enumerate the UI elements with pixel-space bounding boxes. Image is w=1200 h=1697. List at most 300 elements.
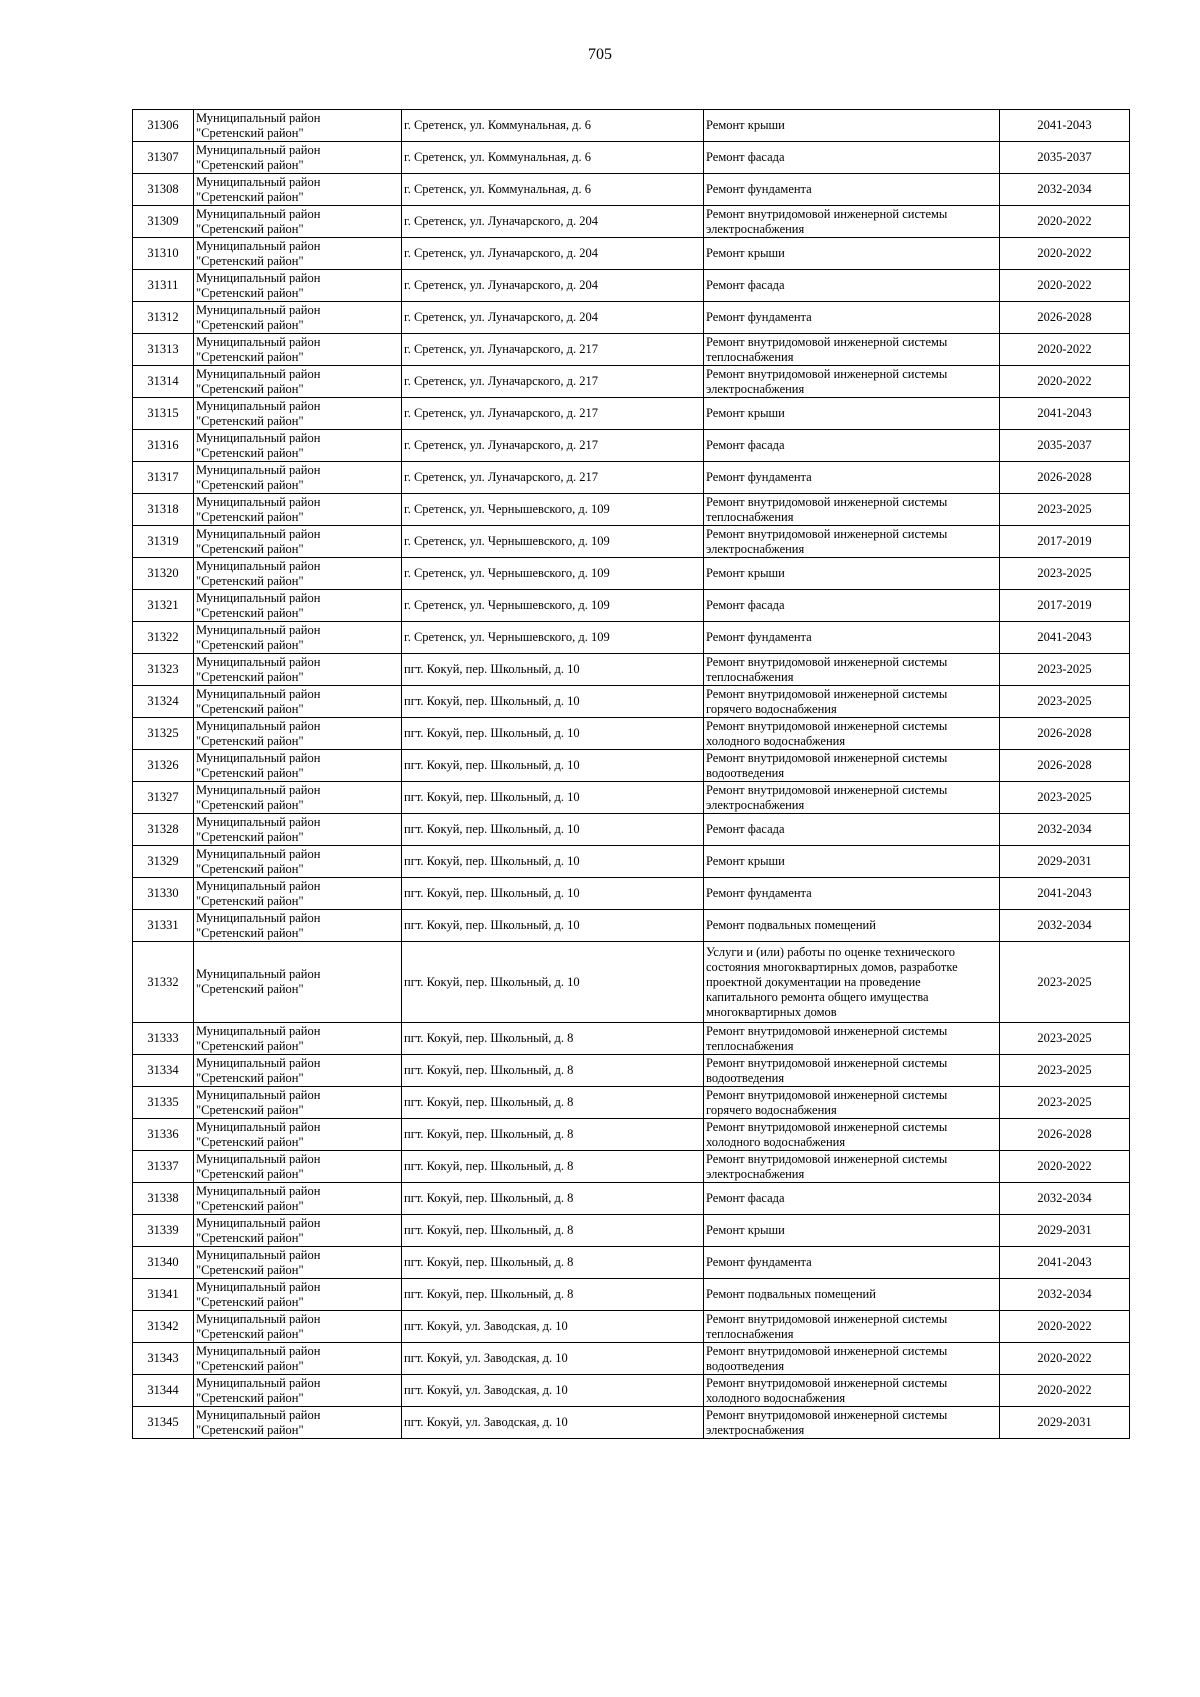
address-cell-text: пгт. Кокуй, пер. Школьный, д. 10 — [404, 726, 580, 740]
period-cell-text: 2020-2022 — [1037, 1383, 1092, 1397]
period-cell — [1000, 1247, 1130, 1279]
row-number-cell-text: 31307 — [147, 150, 179, 164]
work-type-cell — [704, 334, 1000, 366]
work-type-cell — [704, 590, 1000, 622]
table-row — [133, 846, 1130, 878]
table-row — [133, 782, 1130, 814]
address-cell — [402, 334, 704, 366]
work-type-cell-text: Ремонт фасада — [706, 1191, 785, 1205]
municipality-cell — [194, 270, 402, 302]
period-cell-text: 2032-2034 — [1037, 918, 1092, 932]
municipality-cell-text: Муниципальный район "Сретенский район" — [196, 590, 321, 620]
table-row — [133, 142, 1130, 174]
row-number-cell — [133, 878, 194, 910]
row-number-cell-text: 31317 — [147, 470, 179, 484]
municipality-cell — [194, 718, 402, 750]
address-cell-text: пгт. Кокуй, пер. Школьный, д. 8 — [404, 1287, 574, 1301]
row-number-cell-text: 31319 — [147, 534, 179, 548]
period-cell-text: 2023-2025 — [1037, 1063, 1092, 1077]
address-cell — [402, 526, 704, 558]
row-number-cell-text: 31314 — [147, 374, 179, 388]
address-cell — [402, 366, 704, 398]
address-cell-text: пгт. Кокуй, пер. Школьный, д. 10 — [404, 822, 580, 836]
municipality-cell-text: Муниципальный район "Сретенский район" — [196, 206, 321, 236]
row-number-cell — [133, 558, 194, 590]
address-cell — [402, 1087, 704, 1119]
period-cell — [1000, 558, 1130, 590]
address-cell — [402, 590, 704, 622]
period-cell — [1000, 814, 1130, 846]
table-row — [133, 1215, 1130, 1247]
address-cell-text: г. Сретенск, ул. Луначарского, д. 217 — [404, 342, 599, 356]
period-cell-text: 2035-2037 — [1037, 438, 1092, 452]
address-cell — [402, 686, 704, 718]
row-number-cell — [133, 1023, 194, 1055]
address-cell-text: пгт. Кокуй, пер. Школьный, д. 8 — [404, 1031, 574, 1045]
address-cell — [402, 174, 704, 206]
period-cell — [1000, 782, 1130, 814]
period-cell — [1000, 1407, 1130, 1439]
table-row — [133, 462, 1130, 494]
work-type-cell — [704, 206, 1000, 238]
period-cell-text: 2041-2043 — [1037, 886, 1092, 900]
row-number-cell — [133, 814, 194, 846]
address-cell — [402, 622, 704, 654]
address-cell — [402, 1343, 704, 1375]
row-number-cell-text: 31311 — [147, 278, 179, 292]
address-cell — [402, 558, 704, 590]
municipality-cell — [194, 942, 402, 1023]
address-cell-text: г. Сретенск, ул. Чернышевского, д. 109 — [404, 502, 610, 516]
address-cell-text: г. Сретенск, ул. Луначарского, д. 217 — [404, 438, 599, 452]
row-number-cell — [133, 174, 194, 206]
row-number-cell-text: 31343 — [147, 1351, 179, 1365]
row-number-cell-text: 31332 — [147, 974, 179, 989]
work-type-cell — [704, 462, 1000, 494]
municipality-cell-text: Муниципальный район "Сретенский район" — [196, 1151, 321, 1181]
municipality-cell — [194, 110, 402, 142]
period-cell-text: 2023-2025 — [1037, 694, 1092, 708]
municipality-cell-text: Муниципальный район "Сретенский район" — [196, 686, 321, 716]
period-cell — [1000, 1279, 1130, 1311]
work-type-cell — [704, 1247, 1000, 1279]
address-cell-text: г. Сретенск, ул. Чернышевского, д. 109 — [404, 566, 610, 580]
municipality-cell-text: Муниципальный район "Сретенский район" — [196, 718, 321, 748]
work-type-cell-text: Ремонт внутридомовой инженерной системы холодного водоснабжения — [706, 1119, 948, 1149]
work-type-cell — [704, 1183, 1000, 1215]
row-number-cell — [133, 590, 194, 622]
period-cell — [1000, 494, 1130, 526]
address-cell-text: пгт. Кокуй, ул. Заводская, д. 10 — [404, 1351, 568, 1365]
period-cell — [1000, 590, 1130, 622]
municipality-cell-text: Муниципальный район "Сретенский район" — [196, 1279, 321, 1309]
address-cell-text: г. Сретенск, ул. Чернышевского, д. 109 — [404, 598, 610, 612]
address-cell-text: г. Сретенск, ул. Луначарского, д. 204 — [404, 310, 599, 324]
address-cell — [402, 206, 704, 238]
work-type-cell-text: Ремонт фундамента — [706, 1255, 812, 1269]
row-number-cell-text: 31340 — [147, 1255, 179, 1269]
municipality-cell — [194, 590, 402, 622]
work-type-cell-text: Ремонт внутридомовой инженерной системы водоотведения — [706, 1343, 948, 1373]
address-cell-text: г. Сретенск, ул. Луначарского, д. 217 — [404, 406, 599, 420]
address-cell — [402, 110, 704, 142]
address-cell-text: г. Сретенск, ул. Чернышевского, д. 109 — [404, 534, 610, 548]
municipality-cell-text: Муниципальный район "Сретенский район" — [196, 238, 321, 268]
row-number-cell-text: 31325 — [147, 726, 179, 740]
row-number-cell-text: 31345 — [147, 1415, 179, 1429]
row-number-cell — [133, 238, 194, 270]
work-type-cell — [704, 270, 1000, 302]
municipality-cell-text: Муниципальный район "Сретенский район" — [196, 1311, 321, 1341]
municipality-cell — [194, 1247, 402, 1279]
period-cell — [1000, 398, 1130, 430]
work-type-cell-text: Ремонт фасада — [706, 278, 785, 292]
row-number-cell-text: 31336 — [147, 1127, 179, 1141]
work-type-cell-text: Ремонт фасада — [706, 822, 785, 836]
row-number-cell — [133, 1087, 194, 1119]
period-cell — [1000, 622, 1130, 654]
work-type-cell-text: Ремонт крыши — [706, 406, 785, 420]
table-body — [133, 110, 1130, 1439]
municipality-cell — [194, 526, 402, 558]
period-cell-text: 2041-2043 — [1037, 630, 1092, 644]
address-cell-text: пгт. Кокуй, пер. Школьный, д. 8 — [404, 1191, 574, 1205]
period-cell — [1000, 1151, 1130, 1183]
period-cell-text: 2023-2025 — [1037, 566, 1092, 580]
work-type-cell-text: Ремонт внутридомовой инженерной системы электроснабжения — [706, 1151, 948, 1181]
work-type-cell-text: Ремонт крыши — [706, 566, 785, 580]
address-cell-text: пгт. Кокуй, пер. Школьный, д. 8 — [404, 1127, 574, 1141]
address-cell-text: г. Сретенск, ул. Луначарского, д. 204 — [404, 246, 599, 260]
period-cell — [1000, 910, 1130, 942]
work-type-cell-text: Ремонт внутридомовой инженерной системы электроснабжения — [706, 366, 948, 396]
period-cell-text: 2020-2022 — [1037, 374, 1092, 388]
municipality-cell-text: Муниципальный район "Сретенский район" — [196, 334, 321, 364]
work-type-cell-text: Ремонт фасада — [706, 438, 785, 452]
address-cell — [402, 1119, 704, 1151]
table-row — [133, 654, 1130, 686]
table-row — [133, 750, 1130, 782]
address-cell-text: пгт. Кокуй, пер. Школьный, д. 10 — [404, 918, 580, 932]
period-cell — [1000, 270, 1130, 302]
period-cell — [1000, 1375, 1130, 1407]
municipality-cell-text: Муниципальный район "Сретенский район" — [196, 302, 321, 332]
work-type-cell-text: Ремонт фасада — [706, 150, 785, 164]
row-number-cell — [133, 110, 194, 142]
work-type-cell — [704, 558, 1000, 590]
work-type-cell-text: Ремонт внутридомовой инженерной системы электроснабжения — [706, 782, 948, 812]
address-cell-text: пгт. Кокуй, пер. Школьный, д. 10 — [404, 974, 580, 989]
municipality-cell-text: Муниципальный район "Сретенский район" — [196, 1375, 321, 1405]
page-number: 705 — [588, 46, 612, 63]
period-cell — [1000, 334, 1130, 366]
address-cell — [402, 1151, 704, 1183]
address-cell — [402, 1247, 704, 1279]
table-row — [133, 1151, 1130, 1183]
period-cell — [1000, 526, 1130, 558]
municipality-cell-text: Муниципальный район "Сретенский район" — [196, 750, 321, 780]
table-row — [133, 1023, 1130, 1055]
row-number-cell-text: 31328 — [147, 822, 179, 836]
row-number-cell-text: 31310 — [147, 246, 179, 260]
row-number-cell-text: 31338 — [147, 1191, 179, 1205]
address-cell-text: г. Сретенск, ул. Коммунальная, д. 6 — [404, 182, 592, 196]
work-type-cell — [704, 1343, 1000, 1375]
period-cell-text: 2032-2034 — [1037, 1191, 1092, 1205]
address-cell — [402, 1055, 704, 1087]
table-row — [133, 1119, 1130, 1151]
municipality-cell-text: Муниципальный район "Сретенский район" — [196, 1407, 321, 1437]
municipality-cell-text: Муниципальный район "Сретенский район" — [196, 526, 321, 556]
work-type-cell — [704, 1215, 1000, 1247]
row-number-cell-text: 31333 — [147, 1031, 179, 1045]
address-cell — [402, 238, 704, 270]
work-type-cell-text: Ремонт внутридомовой инженерной системы теплоснабжения — [706, 494, 948, 524]
period-cell-text: 2023-2025 — [1037, 662, 1092, 676]
period-cell-text: 2032-2034 — [1037, 182, 1092, 196]
address-cell-text: г. Сретенск, ул. Луначарского, д. 204 — [404, 214, 599, 228]
municipality-cell-text: Муниципальный район "Сретенский район" — [196, 814, 321, 844]
row-number-cell — [133, 334, 194, 366]
period-cell-text: 2026-2028 — [1037, 310, 1092, 324]
period-cell-text: 2023-2025 — [1037, 790, 1092, 804]
period-cell-text: 2041-2043 — [1037, 406, 1092, 420]
municipality-cell — [194, 1055, 402, 1087]
table-row — [133, 942, 1130, 1023]
row-number-cell — [133, 1183, 194, 1215]
work-type-cell — [704, 782, 1000, 814]
address-cell — [402, 430, 704, 462]
work-type-cell-text: Ремонт внутридомовой инженерной системы электроснабжения — [706, 1407, 948, 1437]
municipality-cell — [194, 462, 402, 494]
work-type-cell — [704, 142, 1000, 174]
row-number-cell — [133, 302, 194, 334]
row-number-cell-text: 31342 — [147, 1319, 179, 1333]
period-cell-text: 2041-2043 — [1037, 118, 1092, 132]
municipality-cell-text: Муниципальный район "Сретенский район" — [196, 846, 321, 876]
work-type-cell — [704, 1023, 1000, 1055]
table-row — [133, 398, 1130, 430]
work-type-cell-text: Ремонт фасада — [706, 598, 785, 612]
work-type-cell-text: Ремонт фундамента — [706, 310, 812, 324]
table-row — [133, 814, 1130, 846]
address-cell — [402, 462, 704, 494]
address-cell-text: пгт. Кокуй, ул. Заводская, д. 10 — [404, 1415, 568, 1429]
row-number-cell-text: 31331 — [147, 918, 179, 932]
municipality-cell — [194, 494, 402, 526]
row-number-cell-text: 31320 — [147, 566, 179, 580]
address-cell — [402, 1023, 704, 1055]
period-cell-text: 2029-2031 — [1037, 854, 1092, 868]
row-number-cell — [133, 910, 194, 942]
address-cell-text: г. Сретенск, ул. Луначарского, д. 217 — [404, 470, 599, 484]
period-cell — [1000, 654, 1130, 686]
row-number-cell-text: 31318 — [147, 502, 179, 516]
row-number-cell — [133, 1311, 194, 1343]
period-cell — [1000, 1055, 1130, 1087]
work-type-cell — [704, 430, 1000, 462]
row-number-cell-text: 31322 — [147, 630, 179, 644]
period-cell — [1000, 750, 1130, 782]
municipality-cell-text: Муниципальный район "Сретенский район" — [196, 494, 321, 524]
municipality-cell — [194, 174, 402, 206]
work-type-cell-text: Ремонт внутридомовой инженерной системы холодного водоснабжения — [706, 718, 948, 748]
table-row — [133, 622, 1130, 654]
period-cell — [1000, 430, 1130, 462]
municipality-cell — [194, 1407, 402, 1439]
row-number-cell-text: 31316 — [147, 438, 179, 452]
period-cell-text: 2020-2022 — [1037, 278, 1092, 292]
municipality-cell-text: Муниципальный район "Сретенский район" — [196, 1247, 321, 1277]
address-cell — [402, 270, 704, 302]
row-number-cell-text: 31323 — [147, 662, 179, 676]
period-cell — [1000, 1087, 1130, 1119]
row-number-cell — [133, 1279, 194, 1311]
row-number-cell-text: 31324 — [147, 694, 179, 708]
row-number-cell — [133, 462, 194, 494]
row-number-cell-text: 31327 — [147, 790, 179, 804]
period-cell — [1000, 174, 1130, 206]
table-row — [133, 1311, 1130, 1343]
work-type-cell — [704, 846, 1000, 878]
municipality-cell-text: Муниципальный район "Сретенский район" — [196, 1087, 321, 1117]
period-cell-text: 2026-2028 — [1037, 1127, 1092, 1141]
work-type-cell-text: Ремонт подвальных помещений — [706, 918, 876, 932]
period-cell-text: 2020-2022 — [1037, 1159, 1092, 1173]
row-number-cell — [133, 494, 194, 526]
work-type-cell-text: Ремонт внутридомовой инженерной системы электроснабжения — [706, 526, 948, 556]
address-cell — [402, 1375, 704, 1407]
municipality-cell — [194, 1119, 402, 1151]
municipality-cell — [194, 1215, 402, 1247]
row-number-cell — [133, 270, 194, 302]
municipality-cell — [194, 1087, 402, 1119]
municipality-cell-text: Муниципальный район "Сретенский район" — [196, 110, 321, 140]
municipality-cell-text: Муниципальный район "Сретенский район" — [196, 1183, 321, 1213]
municipality-cell-text: Муниципальный район "Сретенский район" — [196, 398, 321, 428]
table-row — [133, 1343, 1130, 1375]
address-cell — [402, 302, 704, 334]
row-number-cell-text: 31308 — [147, 182, 179, 196]
row-number-cell-text: 31335 — [147, 1095, 179, 1109]
work-type-cell-text: Ремонт крыши — [706, 854, 785, 868]
work-type-cell-text: Ремонт крыши — [706, 1223, 785, 1237]
work-type-cell — [704, 1119, 1000, 1151]
municipality-cell-text: Муниципальный район "Сретенский район" — [196, 622, 321, 652]
address-cell — [402, 1407, 704, 1439]
period-cell — [1000, 846, 1130, 878]
work-type-cell — [704, 1279, 1000, 1311]
municipality-cell — [194, 750, 402, 782]
municipality-cell-text: Муниципальный район "Сретенский район" — [196, 174, 321, 204]
period-cell-text: 2041-2043 — [1037, 1255, 1092, 1269]
municipality-cell — [194, 302, 402, 334]
municipality-cell-text: Муниципальный район "Сретенский район" — [196, 654, 321, 684]
table-row — [133, 110, 1130, 142]
row-number-cell-text: 31334 — [147, 1063, 179, 1077]
municipality-cell — [194, 1023, 402, 1055]
municipality-cell — [194, 334, 402, 366]
address-cell-text: пгт. Кокуй, пер. Школьный, д. 8 — [404, 1255, 574, 1269]
municipality-cell-text: Муниципальный район "Сретенский район" — [196, 430, 321, 460]
period-cell-text: 2032-2034 — [1037, 822, 1092, 836]
row-number-cell — [133, 206, 194, 238]
row-number-cell — [133, 718, 194, 750]
table-row — [133, 718, 1130, 750]
municipality-cell — [194, 558, 402, 590]
row-number-cell — [133, 942, 194, 1023]
period-cell-text: 2020-2022 — [1037, 1319, 1092, 1333]
row-number-cell-text: 31313 — [147, 342, 179, 356]
municipality-cell-text: Муниципальный район "Сретенский район" — [196, 558, 321, 588]
work-type-cell — [704, 366, 1000, 398]
row-number-cell-text: 31337 — [147, 1159, 179, 1173]
municipality-cell — [194, 686, 402, 718]
period-cell — [1000, 238, 1130, 270]
address-cell — [402, 1279, 704, 1311]
municipality-cell-text: Муниципальный район "Сретенский район" — [196, 1119, 321, 1149]
municipality-cell-text: Муниципальный район "Сретенский район" — [196, 1055, 321, 1085]
work-type-cell — [704, 238, 1000, 270]
work-type-cell-text: Ремонт фундамента — [706, 886, 812, 900]
repair-schedule-table — [132, 109, 1130, 1439]
work-type-cell — [704, 750, 1000, 782]
row-number-cell-text: 31315 — [147, 406, 179, 420]
work-type-cell — [704, 1055, 1000, 1087]
work-type-cell — [704, 654, 1000, 686]
work-type-cell — [704, 686, 1000, 718]
period-cell — [1000, 1215, 1130, 1247]
work-type-cell-text: Ремонт фундамента — [706, 182, 812, 196]
municipality-cell — [194, 1343, 402, 1375]
table-row — [133, 1183, 1130, 1215]
address-cell-text: пгт. Кокуй, пер. Школьный, д. 10 — [404, 662, 580, 676]
row-number-cell — [133, 1343, 194, 1375]
period-cell-text: 2017-2019 — [1037, 598, 1092, 612]
period-cell — [1000, 1183, 1130, 1215]
address-cell — [402, 942, 704, 1023]
period-cell — [1000, 110, 1130, 142]
work-type-cell — [704, 1311, 1000, 1343]
row-number-cell — [133, 366, 194, 398]
row-number-cell-text: 31344 — [147, 1383, 179, 1397]
municipality-cell-text: Муниципальный район "Сретенский район" — [196, 878, 321, 908]
address-cell — [402, 718, 704, 750]
period-cell — [1000, 1343, 1130, 1375]
municipality-cell — [194, 142, 402, 174]
municipality-cell — [194, 430, 402, 462]
table-row — [133, 270, 1130, 302]
work-type-cell — [704, 718, 1000, 750]
address-cell-text: пгт. Кокуй, пер. Школьный, д. 8 — [404, 1223, 574, 1237]
municipality-cell — [194, 1279, 402, 1311]
period-cell-text: 2032-2034 — [1037, 1287, 1092, 1301]
table-row — [133, 206, 1130, 238]
address-cell — [402, 654, 704, 686]
address-cell — [402, 814, 704, 846]
address-cell-text: г. Сретенск, ул. Луначарского, д. 204 — [404, 278, 599, 292]
row-number-cell — [133, 142, 194, 174]
table-row — [133, 1279, 1130, 1311]
address-cell-text: пгт. Кокуй, пер. Школьный, д. 10 — [404, 694, 580, 708]
municipality-cell-text: Муниципальный район "Сретенский район" — [196, 1215, 321, 1245]
work-type-cell-text: Ремонт внутридомовой инженерной системы теплоснабжения — [706, 654, 948, 684]
period-cell — [1000, 878, 1130, 910]
address-cell-text: г. Сретенск, ул. Коммунальная, д. 6 — [404, 118, 592, 132]
municipality-cell — [194, 846, 402, 878]
work-type-cell — [704, 878, 1000, 910]
row-number-cell-text: 31341 — [147, 1287, 179, 1301]
